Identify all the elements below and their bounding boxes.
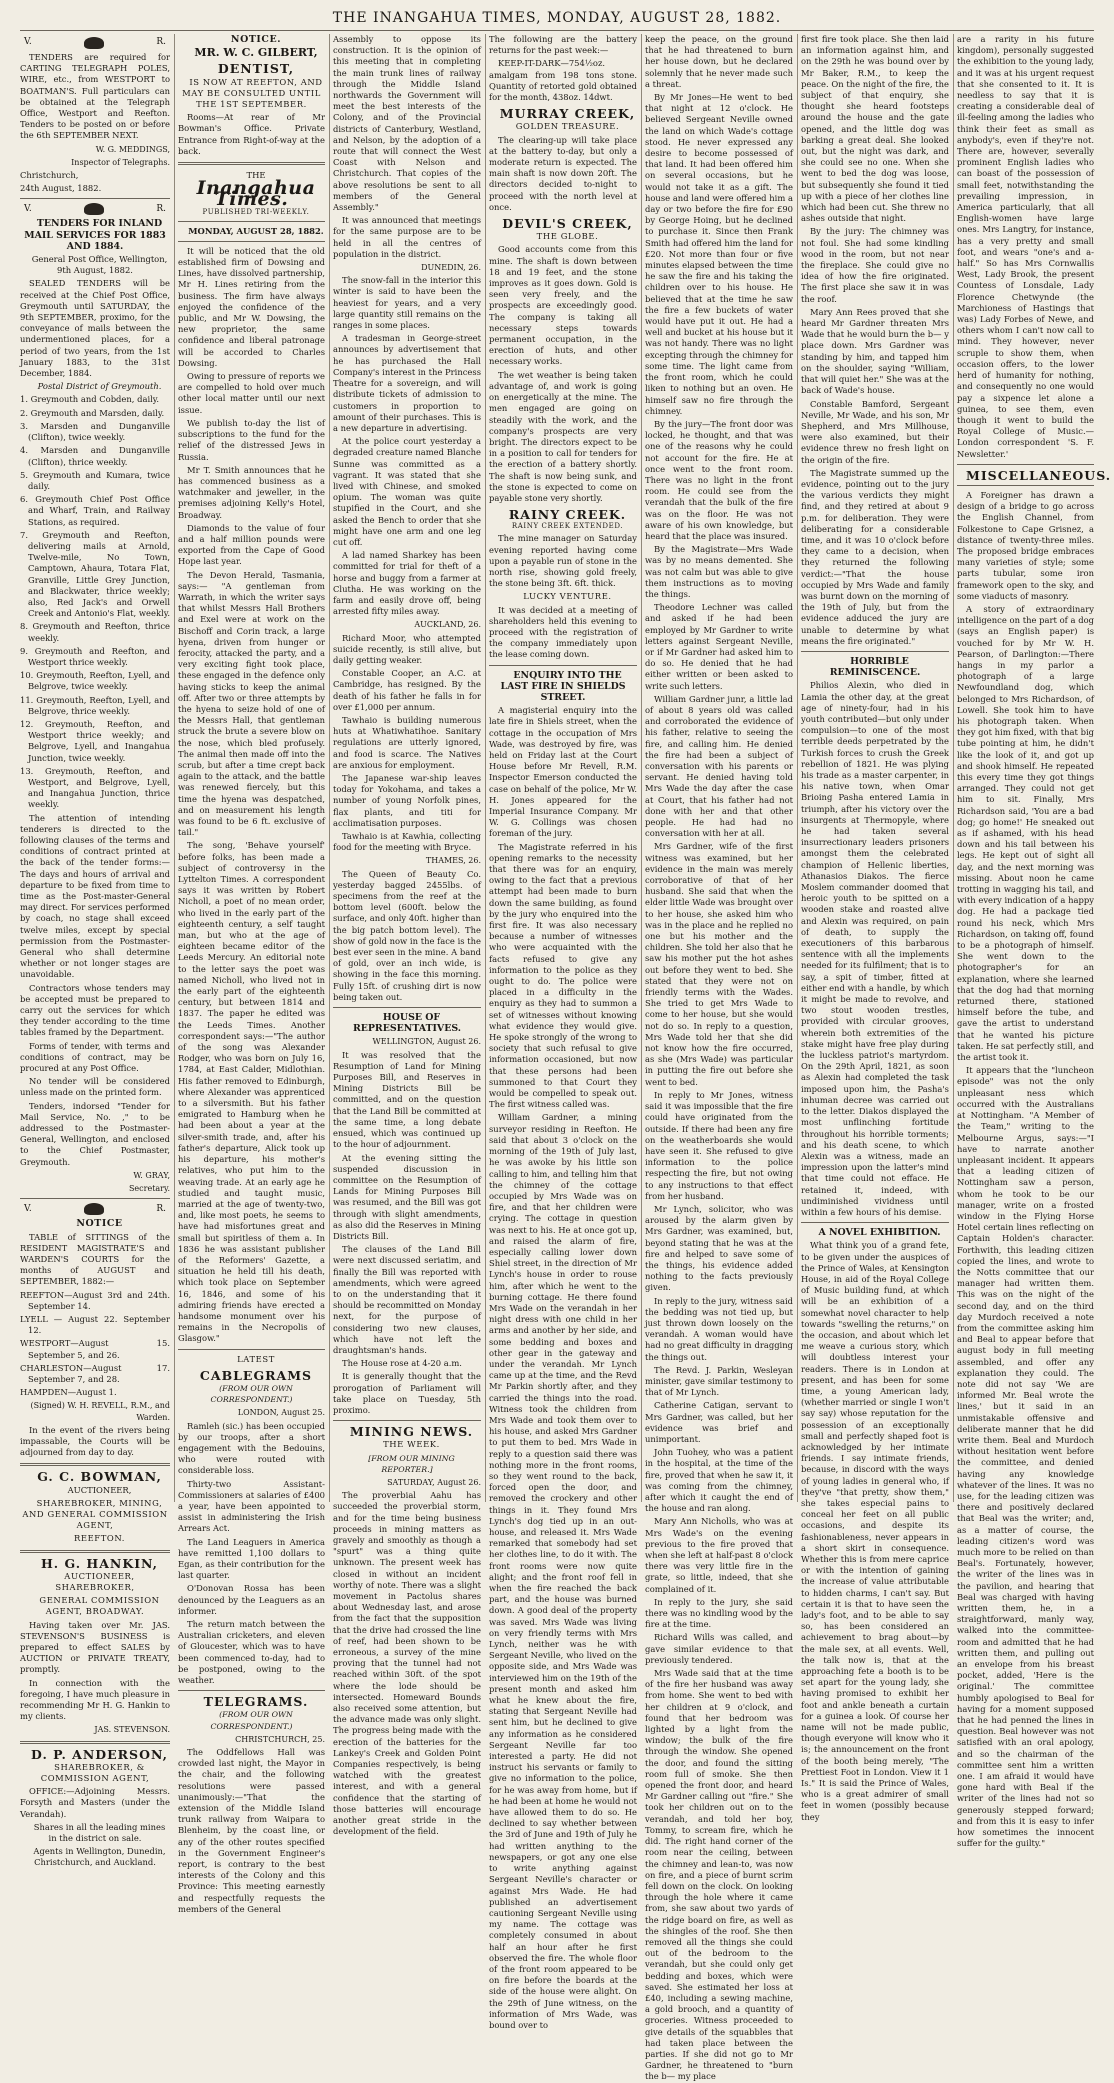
- column-3: Assembly to oppose its construction. It is the opinion of this meeting that in completing the main trunk lines of railway through the Middle Island northwards the Government will meet the best interests of the Colony, and of the Provincial districts of Canterbury, Westland, and Nelson, by the adoption of a route that will connect the West Coast with Nelson and Christchurch. That copies of the above resolutions be sent to all members of the General Assembly." It was announced that meetings for the same purpose are to be held in all the centres of population in the district. DUNEDIN, 26. The snow-fall in the interior this winter is said to have been the heaviest for years, and a very large quantity still remains on the ranges in some places. A tradesman in George-street announces by advertisement that he has purchased the Hall Company's interest in the Princess Theatre for a sovereign, and will distribute tickets of admission to customers in proportion to amount of their purchases. This is a new departure in advertising. At the police court yesterday a degraded creature named Blanche Sunne was committed as a vagrant. It was stated that she lived with Chinese, and smoked opium. The woman was quite stupified in the Court, and she asked the Bench to order that she might have one arm and one leg cut off. A lad named Sharkey has been committed for trial for theft of a horse and buggy from a farmer at Clutha. He was working on the farm and easily drove off, being arrested fifty miles away. AUCKLAND, 26. Richard Moor, who attempted suicide recently, is still alive, but daily getting weaker. Constable Cooper, an A.C. at Cambridge, has resigned. By the death of his father he falls in for over £1,000 per annum. Tawhaio is building numerous huts at Whatiwhatihoe. Sanitary regulations are utterly ignored, and food is scarce. The Natives are anxious for employment. The Japanese war-ship leaves today for Yokohama, and takes a number of young Norfolk pines, flax plants, and titi for acclimatisation purposes. Tawhaio is at Kawhia, collecting food for the meeting with Bryce. THAMES, 26. The Queen of Beauty Co. yesterday bagged 2455lbs. of specimens from the reef at the bottom level (600ft. below the surface, and only 40ft. higher than the big patch bottom level). The show of gold now in the face is the best ever seen in the mine. A band of gold, over an inch wide, is showing in the face this morning. Fully 15ft. of crushing dirt is now being taken out. HOUSE OF REPRESENTATIVES. WELLINGTON, August 26. It was resolved that the Resumption of Land for Mining Purposes Bill, and Reserves in Mining Districts Bill be committed, and on the question that the Land Bill be committed at the same time, a long debate ensued, which was continued up to the hour of adjournment. At the evening sitting the suspended discussion in committee on the Resumption of Lands for Mining Purposes Bill was resumed, and the Bill was got through with slight amendments, as also did the Reserves in Mining Districts Bill. The clauses of the Land Bill were next discussed seriatim, and finally the Bill was reported with amendments, which were agreed to on the understanding that it should be recommitted on Monday next, for the purpose of considering two new clauses, which have not left the draughtsman's hands. The House rose at 4-20 a.m. It is generally thought that the prorogation of Parliament will take place on Tuesday, 5th proximo. MINING NEWS. THE WEEK. [FROM OUR MINING REPORTER.] SATURDAY, August 26. The proverbial Aahu has succeeded the proverbial storm, and for the time being business proceeds in mining matters as gravely and smoothly as though a "spurt" was a thing quite unknown. The present week has closed in without an incident worthy of note. There was a slight movement in Pactolus shares about Wednesday last, and arose from the fact that the supposition that the drive had crossed the line of reef, had been shown to be erroneous, a survey of the mine proving that the tunnel had not reached within 30ft. of the spot where the lode should be intersected. Homeward Bounds also received some attention, but the advance made was only slight. The progress being made with the erection of the batteries for the Lankey's Creek and Golden Point Companies respectively, is being watched with the greatest interest, and with a general confidence that the starting of those batteries will encourage another great stride in the development of the field.: [333, 34, 481, 1837]
- masthead-title: THE INANGAHUA TIMES, MONDAY, AUGUST 28, 1882.: [332, 10, 782, 26]
- rainy-creek-heading: RAINY CREEK.: [508, 507, 627, 523]
- column-rule: [953, 34, 954, 1502]
- house-of-representatives-heading: HOUSE OF REPRESENTATIVES.: [352, 1012, 462, 1035]
- court-sittings-list: REEFTON—August 3rd and 24th. September 14. LYELL — August 22. September 12. WESTPORT—August 15. September 5, and 26. CHARLESTON—August 17. September 7, and 28. HAMPDEN—August 1.: [20, 1289, 170, 1398]
- paper-nameplate: Inangahua Times.: [196, 177, 316, 211]
- hankin-ad-heading: H. G. HANKIN,: [40, 1555, 159, 1571]
- column-rule: [174, 34, 175, 1502]
- column-rule: [797, 34, 798, 1502]
- column-rule: [329, 34, 330, 1502]
- royal-crest: V. R.: [24, 37, 166, 48]
- column-4: The following are the battery returns for the past week:— KEEP-IT-DARK—754½oz. amalgam from 198 tons stone. Quantity of retorted gold obtained for the month, 438oz. 14dwt. MURRAY CREEK, GOLDEN TREASURE. The clearing-up will take place at the battery to-day, but only a moderate return is expected. The main shaft is now down 20ft. The directors decided to-night to proceed with the north level at once. DEVIL'S CREEK, THE GLOBE. Good accounts come from this mine. The shaft is down between 18 and 19 feet, and the stone improves as it goes down. Gold is seen very freely, and the prospects are exceedingly good. The company is taking all necessary steps towards permanent occupation, in the erection of huts, and other necessary works. The wet weather is being taken advantage of, and work is going on energetically at the mine. The men engaged are going on steadily with the work, and the company's prospects are very bright. The directors expect to be in a position to call for tenders for the erection of a battery shortly. The shaft is now being sunk, and the stone is expected to come on payable stone very shortly. RAINY CREEK. RAINY CREEK EXTENDED. The mine manager on Saturday evening reported having come upon a payable run of stone in the north rise, showing gold freely, the stone being 3ft. 6ft. thick. LUCKY VENTURE. It was decided at a meeting of shareholders held this evening to proceed with the registration of the company immediately upon the lease coming down. ENQUIRY INTO THE LAST FIRE IN SHIELDS STREET. A magisterial enquiry into the late fire in Shiels street, when the cottage in the occupation of Mrs Wade, was destroyed by fire, was held on Friday last at the Court House before Mr Revell, R.M. Inspector Emerson conducted the case on behalf of the police, Mr W. H. Jones appeared for the Imperial Insurance Company. Mr W. G. Collings was chosen foreman of the jury. The Magistrate referred in his opening remarks to the necessity that there was for an enquiry, owing to the fact that a previous attempt had been made to burn down the same building, as found by the jury who enquired into the first fire. It was also necessary because a number of witnesses who were acquainted with the facts refused to give any information to the police as they ought to do. The police were placed in a difficulty in the enquiry as they had to summon a set of witnesses without knowing what evidence they would give. He spoke strongly of the wrong to society that such refusal to give information occasioned, but now that these persons had been summoned to that Court they would be compelled to speak out. The first witness called was. William Gardner, a mining surveyor residing in Reefton. He said that about 3 o'clock on the morning of the 19th of July last, he was awoke by his little son calling to him, and telling him that the chimney of the cottage occupied by Mrs Wade was on fire, and that her children were crying. The cottage in question was next to his. He at once got up, and raised the alarm of fire, especially calling lower down Shiel street, in the direction of Mr Lynch's house in order to rouse him, after which he went to the burning cottage. He there found Mrs Wade on the verandah in her night dress with one child in her arms and another by her side, and some bedding and boxes and other gear in the gateway and under the verandah. Mr Lynch came up at the time, and the Revd Mr Parkin shortly after, and they carried the things into the road. Witness took the children from Mrs Wade and took them over to his house, and asked Mrs Gardner to put them to bed. Mrs Wade in reply to a question said there was nothing more in the front rooms, so they went round to the back, forced open the door, and removed the crockery and other things in it. They found Mrs Lynch's dog tied up in an out-house, and released it. Mrs Wade remarked that somebody had set her clothes line, to do it with. The front rooms were now quite alight; and the front roof fell in when the fire reached the back part, and the house was burned down. A good deal of the property was saved. Mrs Wade was living on very friendly terms with Mrs Lynch, neither was he with Sergeant Neville, who lived on the opposite side, and Mrs Wade was interviewed him on the 19th of the present month and asked him what he knew about the fire, stating that Sergeant Neville had sent him, but he declined to give any information as he considered Sergeant Neville far too interested a party. He did not instruct his servants or family to give no information to the police, for he was away from home, but if he had been at home he would not have allowed them to do so. He declined to say whether between the 3rd of June and 19th of July he had written anything to the newspapers, or got any one else to write anything against Sergeant Neville's character or against Mrs Wade. He had published an advertisement cautioning Sergeant Neville using my name. The cottage was completely consumed in about half an hour after he first observed the fire. The whole floor of the front room appeared to be on fire before the boards at the side of the house were alight. On the 29th of June witness, on the information of Mrs Wade, was bound over to: [489, 34, 637, 2030]
- issue-dateline: MONDAY, AUGUST 28, 1882.: [188, 225, 324, 236]
- telegrams-heading: TELEGRAMS.: [203, 1694, 309, 1710]
- crown-icon: [84, 37, 104, 49]
- novel-exhibition-heading: A NOVEL EXHIBITION.: [818, 1227, 941, 1239]
- cablegrams-heading: CABLEGRAMS: [199, 1367, 313, 1383]
- column-rule: [641, 34, 642, 1502]
- mining-news-heading: MINING NEWS.: [349, 1424, 474, 1440]
- bowman-ad-heading: G. C. BOWMAN,: [37, 1469, 162, 1485]
- notice-heading: NOTICE.: [230, 34, 282, 45]
- tender-notice: TENDERS are required for CARTING TELEGRAPH POLES, WIRE, etc., from WESTPORT to BOATMAN'S. Full particulars can be obtained at the Telegraph Office, Westport and Reefton. Tenders to be posted on or before the 6th SEPTEMBER NEXT.: [20, 52, 170, 141]
- column-6: first fire took place. She then laid an information against him, and on the 29th he was bound over by Mr Baker, R.M., to keep the peace. On the night of the fire, the subject of that enquiry, she thought she heard footsteps around the house and the gate opened, and the little dog was barking a great deal. She looked out, but the night was dark, and she could see no one. When she went to bed the dog was loose, but subsequently she found it tied up with a piece of her clothes line which had been cut. She threw no ashes outside that night. By the jury: The chimney was not foul. She had some kindling wood in the room, but not near the fireplace. She could give no idea of how the fire originated. The first place she saw it in was the roof. Mary Ann Rees proved that she heard Mr Gardner threaten Mrs Wade that he would burn the b— y place down. Mrs Gardner was standing by him, and tapped him on the shoulder, saying "William, that will quiet her." She was at the back of Wade's house. Constable Bamford, Sergeant Neville, Mr Wade, and his son, Mr Shepherd, and Mrs Millhouse, were also examined, but their evidence threw no fresh light on the origin of the fire. The Magistrate summed up the evidence, pointing out to the jury the various verdicts they might find, and they retired at about 9 p.m. for deliberation. They were deliberating for a considerable time, and it was 10 o'clock before they came to a decision, when they returned the following verdict:—"That the house occupied by Mrs Wade and family was burnt down on the morning of the 19th of July, but from the evidence adduced the jury are unable to determine by what means the fire originated." HORRIBLE REMINISCENCE. Philios Alexin, who died in Lamia the other day, at the great age of ninety-four, had in his youth contributed—but only under compulsion—to one of the most terrible deeds perpetrated by the Turkish forces to crush the Greek rebellion of 1821. He was plying his trade as a master carpenter, in his native town, when Omar Brioing Pasha entered Lamia in triumph, after his victory over the insurgents at Thermopyle, where he had taken several insurrectionary leaders prisoners amongst them the celebrated champion of Hellenic liberties, Athanasios Diakos. The fierce Moslem commander doomed that heroic youth to be spitted on a wooden stake and roasted alive and Alexin was required, on pain of death, to supply the executioners of this barbarous sentence with all the implements needed for its fulfilment; that is to say, a spit of timber, fitted at either end with a handle, by which it might be made to revolve, and two stout wooden trestles, provided with circular grooves, wherein both extremities of the stake might have free play during the luckless patriot's martyrdom. On the 29th April, 1821, as soon as Alexin had completed the task imposed upon him, the Pasha's inhuman decree was carried out to the letter. Diakos displayed the most unflinching fortitude throughout his horrible torments; and his death scene, to which Alexin was a witness, made an impression upon the latter's mind that time could not efface. He retained it, indeed, with undiminished vividness until within a few hours of his demise. A NOVEL EXHIBITION. What think you of a grand fete, to be given under the auspices of the Prince of Wales, at Kensington House, in aid of the Royal College of Music building fund, at which will be an exhibition of a somewhat novel character to help towards "swelling the returns," on the occasion, and about which let me weave a curious story, which will doubtless interest your readers. There is in London at present, and has been for some time, a young American lady, (whether married or single I won't say say) whose reputation for the possession of an exceptionally small and perfectly shaped foot is acknowledged by her intimate friends. I say intimate friends, because, in discord with the ways of young ladies in general who, if they've "that pretty, show them," she takes especial pains to conceal her feet on all public occasions, and despite its fashionableness, never appears in a short skirt in consequence. Whether this is from mere caprice or with the intention of gaining the increase of value attributable to hidden charms, I can't say. But certain it is that to have seen the lady's foot, and to be able to say so, has been considered an achievement to brag about—by the male sex, at all events. Well, the talk now is, that at the approaching fete a booth is to be set apart for the young lady, she having promised to exhibit her foot and ankle beneath a curtain for a guinea a look. Of course her name will not be made public, though everyone will know who it is; the announcement on the front of the booth being merely, "The Prettiest Foot in London. View it 1 Is." It is said the Prince of Wales, who is a great admirer of small feet in women (possibly because they: [801, 34, 949, 1822]
- fire-enquiry-heading: ENQUIRY INTO THE LAST FIRE IN SHIELDS STREET.: [500, 669, 626, 703]
- devils-creek-heading: DEVIL'S CREEK,: [502, 216, 633, 232]
- royal-crest: V. R.: [24, 1203, 166, 1214]
- gilbert-ad-heading: MR. W. C. GILBERT,: [194, 46, 318, 60]
- horrible-reminiscence-heading: HORRIBLE REMINISCENCE.: [829, 655, 921, 679]
- column-2: NOTICE. MR. W. C. GILBERT, DENTIST, IS NOW AT REEFTON, AND MAY BE CONSULTED UNTIL THE 1ST SEPTEMBER. Rooms—At rear of Mr Bowman's Office. Private Entrance from Right-of-way at the back. THE Inangahua Times. PUBLISHED TRI-WEEKLY. MONDAY, AUGUST 28, 1882. It will be noticed that the old established firm of Dowsing and Lines, have dissolved partnership, Mr H. Lines retiring from the business. The firm have always enjoyed the confidence of the public, and Mr W. Dowsing, the new proprietor, the same confidence and liberal patronage will be accorded to Charles Dowsing. Owing to pressure of reports we are compelled to hold over much other local matter until our next issue. We publish to-day the list of subscriptions to the fund for the relief of the distressed Jews in Russia. Mr T. Smith announces that he has commenced business as a watchmaker and jeweller, in the premises adjoining Kelly's Hotel, Broadway. Diamonds to the value of four and a half million pounds were exported from the Cape of Good Hope last year. The Devon Herald, Tasmania, says:— "A gentleman from Warrath, in which the writer says that whilst Messrs Hall Brothers and Exel were at work on the Bischoff and Corin track, a large hyena, driven from hunger or ferocity, attacked the party, and a very exciting fight took place, these engaged in the defence only having sticks to keep the animal off. After two or three attempts by the hyena to seize hold of one of the Messrs Hall, that gentleman struck the brute a severe blow on the nose, which bled profusely. The animal then made off into the scrub, but after a time crept back again to the attack, and the battle was renewed fiercely, but this time the hyena was despatched, and on measurement his length was found to be 6 ft. exclusive of tail." The song, 'Behave yourself' before folks, has been made a subject of controversy in the Lyttelton Times. A correspondent says it was written by Robert Nicholl, a poet of no mean order, who lived in the early part of the eighteenth century, a self taught man, but who at the age of eighteen became editor of the Leeds Mercury. An editorial note to the letter says the poet was named Nicholl, who lived not in the early part of the eighteenth century, but between 1814 and 1837. The paper he edited was the Leeds Times. Another correspondent says:—"The author of the song was Alexander Rodger, who was born on July 16, 1784, at East Calder, Midlothian. His father removed to Edinburgh, where Alexander was apprenticed to a silversmith. But his father emigrated to Hamburg when he had been about a year at the silver-smith trade, and, after his father's departure, Alick took up his departure, his mother's relatives, who put him to the weaving trade. At an early age he studied and taught music, married at the age of twenty-two, and, like most poets, he seems to have had misfortunes great and small but spiritless of them a. In 1836 he was assistant publisher of the Reformers' Gazette, a situation he held till his death, which took place on September 16, 1846, and some of his admiring friends have erected a handsome monument over his remains in the Necropolis of Glasgow." LATEST CABLEGRAMS (FROM OUR OWN CORRESPONDENT.) LONDON, August 25. Ramleh (sic.) has been occupied by our troops, after a short engagement with the Bedouins, who were routed with considerable loss. Thirty-two Assistant-Commissioners at salaries of £400 a year, have been appointed to assist in administering the Irish Arrears Act. The Land Leaguers in America have remitted 1,100 dollars to Egan, as their contribution for the last quarter. O'Donovan Rossa has been denounced by the Leaguers as an informer. The return match between the Australian cricketers, and eleven of Gloucester, which was to have been commenced to-day, had to be postponed, owing to the weather. TELEGRAMS. (FROM OUR OWN CORRESPONDENT.) CHRISTCHURCH, 25. The Oddfellows Hall was crowded last night, the Mayor in the chair, and the following resolutions were passed unanimously:—"That the extension of the Middle Island trunk railway from Waipara to Blenheim, by the coast line, or any of the other routes specified in the Government Engineer's report, is contrary to the best interests of the Colony and this Province: This meeting earnestly and respectfully requests the members of the General: [178, 34, 325, 1914]
- royal-crest: V. R.: [24, 203, 166, 214]
- column-rule: [485, 34, 486, 1502]
- crown-icon: [84, 1203, 104, 1215]
- column-5: keep the peace, on the ground that he had threatened to burn her house down, but he declared solemnly that he never made such a threat. By Mr Jones—He went to bed that night at 12 o'clock. He believed Sergeant Neville owned the land on which Wade's cottage stood. He never expressed any desire to become possessed of that land. It had been offered him on several occasions, but he would not take it as a gift. The house and land were offered him a day or two before the fire for £90 by George Hoing, but he declined to purchase it. Since then Frank Smith had offered him the land for £20. Not more than four or five minutes elapsed between the time he saw the fire and his taking the children over to his house. He believed that at the time he saw the fire a few buckets of water would have put it out. He had a well and bucket at his house but it was not handy. There was no light excepting through the chimney for some time. The light came from the front room, which he could liken to nothing but an oven. He himself saw no fire through the chimney. By the jury—The front door was locked, he thought, and that was one of the reasons why he could not account for the fire. He at once went to the front room. There was no light in the front room. He could see from the verandah that the bulk of the fire was on the floor. He was not aware of his own knowledge, but heard that the place was insured. By the Magistrate—Mrs Wade was by no means demented. She was not calm but was able to give them instructions as to moving the things. Theodore Lechner was called and asked if he had been employed by Mr Gardner to write letters against Sergeant Neville, or if Mr Gardner had asked him to do so. He denied that he had either written or been asked to write such letters. William Gardner junr, a little lad of about 8 years old was called and corroborated the evidence of his father, relative to seeing the fire, and calling him. He denied the fire had been a subject of conversation with his parents or servant. He denied having told Mrs Wade the day after the case at Court, that his father had not done with her and that other people. He had had no conversation with her at all. Mrs Gardner, wife of the first witness was examined, but her evidence in the main was merely corroborative of that of her husband. She said that when the elder little Wade was brought over to her house, she asked him who was in the place and he replied no one but his mother and the children. She told her also that he saw his mother put the hot ashes out before they went to bed. She stated that they were not on friendly terms with the Wades. She tried to get Mrs Wade to come to her house, but she would not do so. In reply to a question, Mrs Wade told her that she did not know how the fire occurred, as she (Mrs Wade) was particular in putting the fire out before she went to bed. In reply to Mr Jones, witness said it was impossible that the fire could have originated from the outside. If there had been any fire on the weatherboards she would have seen it. She refused to give information to the police respecting the fire, but not owing to any instructions to that effect from her husband. Mr Lynch, solicitor, who was aroused by the alarm given by Mrs Gardner, was examined, but, beyond stating that he was at the fire and helped to save some of the things, his evidence added nothing to the facts previously given. In reply to the jury, witness said the bedding was not tied up, but just thrown down loosely on the verandah. A woman would have had no great difficulty in dragging the things out. The Revd. J. Parkin, Wesleyan minister, gave similar testimony to that of Mr Lynch. Catherine Catigan, servant to Mrs Gardner, was called, but her evidence was brief and unimportant. John Tuohey, who was a patient in the hospital, at the time of the fire, proved that when he saw it, it was coming from the chimney, after which it caught the end of the house and ran along. Mary Ann Nicholls, who was at Mrs Wade's on the evening previous to the fire proved that when she left at half-past 8 o'clock there was very little fire in the grate, so little, indeed, that she complained of it. In reply to the jury, she said there was no kindling wood by the fire at the time. Richard Wills was called, and gave similar evidence to that previously tendered. Mrs Wade said that at the time of the fire her husband was away from home. She went to bed with her children at 9 o'clock, and found that her bedroom was lighted by a light from the window; the bulk of the fire through the window. She opened the door, and found the sitting room full of smoke. She then opened the front door, and heard Mr Gardner calling out "fire." She took her children out on to the verandah, and told her boy, Tommy, to scream fire, which he did. The right hand corner of the room near the ceiling, between the chimney and lean-to, was now on fire, and a piece of burnt scrim fell down on the clock. On looking through the hole where it came from, she saw about two yards of the ridge board on fire, as well as the shingles of the roof. She then removed all the things she could out of the bedroom to the verandah, but she could only get bedding and boxes, which were saved. She estimated her loss at £40, including a sewing machine, a gold brooch, and a quantity of groceries. Witness proceeded to give details of the squabbles that had taken place between the parties. If she did not go to Mr Gardner, he threatened to "burn the b— my place: [645, 34, 793, 2082]
- mail-tender-heading: TENDERS FOR INLAND MAIL SERVICES FOR 1883 AND 1884.: [24, 218, 166, 252]
- column-7: are a rarity in his future kingdom), personally suggested the exhibition to the young lady, and it was at his urgent request that she consented to it. It is needless to say that it is creating a considerable deal of ill-feeling among the ladies who think their feet as small as anybody's, even if they're not. There are, however, severally prominent English ladies who can boast of the possession of small feet, notwithstanding the prevailing impression, in America particularly, that all English-women have large ones. Mrs Langtry, for instance, has a very pretty and small foot, and wears "one's and a-half." So has Mrs Cornwallis West, Lady Brook, the present Countess of Lonsdale, Lady Florence Chetwynde (the Marchioness of Hastings that was) Lady Forbes of Newe, and others whom I can't now call to mind. They however, never scruple to show them, when occasion offers, to the lower herd of humanity for nothing, and consequently no one would pay a sixpence let alone a guinea, to see them, even though it went to build the Royal College of Music.—London correspondent 'S. F. Newsletter.' MISCELLANEOUS. A Foreigner has drawn a design of a bridge to go across the English Channel, from Folkestone to Cape Grisnez, a distance of twenty-three miles. The proposed bridge embraces many varieties of style; some parts tubular, some iron framework open to the sky, and some viaducts of masonry. A story of extraordinary intelligence on the part of a dog (says an English paper) is vouched for by Mr W. H. Pearson, of Darlington:—There hangs in my parlor a photograph of a large Newfoundland dog, which belonged to Mrs Richardson, of Lowell. She took him to have his photograph taken. When they got him fixed, with that big tube pointing at him, he didn't like the look of it, and got up and shook himself. He repeated this every time they got things arranged. They could not get him to sit. Finally, Mrs Richardson said, 'You are a bad dog; go home!' He sneaked out as if ashamed, with his head down and his tail between his legs. He kept out of sight all day, and the next morning was missing. About noon he came trotting in wagging his tail, and with every indication of a happy dog. He had a package tied round his neck, which Mrs Richardson, on taking off, found to be a photograph of himself. She went down to the photographer's for an explanation, where she learned that the dog had that morning returned there, stationed himself before the tube, and gave the artist to understand that he wanted his picture taken. He sat perfectly still, and the artist took it. It appears that the "luncheon episode" was not the only unpleasant ness which occurred with the Australians at Nottingham. "A Member of the Team," writing to the Melbourne Argus, says:—"I have to narrate another unpleasant incident. It appears that a leading citizen of Nottingham saw a person, whom he took to be our manager, write on a frosted window in the Flying Horse Hotel certain lines reflecting on Captain Holden's character. Forthwith, this leading citizen copied the lines, and wrote to the Notts committee that our manager had written them. This was on the night of the second day, and on the third day Murdoch received a note from the committee asking him and Beal to appear before that august body in full meeting assembled, and offer any explanation they could. The note did not say 'We are informed Mr. Beal wrote the lines,' but it said in an unmistakable offensive and deliberate manner that he did write them. Beal and Murdoch without hesitation went before the committee, and denied having any knowledge whatever of the lines. It was no use, for the leading citizen was there and positively declared that Beal was the writer; and, as a matter of course, the leading citizen's word was much more to be relied on than Beal's. Fortunately, however, the writer of the lines was in the pavilion, and hearing that Beal was charged with having written them, he, in a straightforward, manly way, walked into the committee-room and admitted that he had written them, and pulling out an envelope from his breast pocket, added, 'Here is the original.' The committee humbly apologised to Beal for having for a moment supposed that he had penned the lines in question. Beal however was not satisfied with an oral apology, and so the chairman of the committee sent him a written one. I am afraid it would have gone hard with Beal if the writer of the lines had not so generously stepped forward; and from this it is easy to infer how sometimes the innocent suffer for the guilty.": [957, 34, 1112, 1849]
- murray-creek-heading: MURRAY CREEK,: [499, 106, 636, 122]
- notice-heading: NOTICE: [76, 1218, 123, 1230]
- mail-route-list: 1. Greymouth and Cobden, daily. 2. Greymouth and Marsden, daily. 3. Marsden and Dunganville (Clifton), twice weekly. 4. Marsden and Dunganville (Clifton), thrice weekly. 5. Greymouth and Kumara, twice daily. 6. Greymouth Chief Post Office and Wharf, Train, and Railway Stations, as required. 7. Greymouth and Reefton, delivering mails at Arnold, Twelve-mile, No Town, Camptown, Ahaura, Totara Flat, Granville, Little Grey Junction, and Blackwater, thrice weekly; also, Red Jack's and Orwell Creek and Antonio's Flat, weekly. 8. Greymouth and Reefton, thrice weekly. 9. Greymouth and Reefton, and Westport thrice weekly. 10. Greymouth, Reefton, Lyell, and Belgrove, twice weekly. 11. Greymouth, Reefton, Lyell, and Belgrove, thrice weekly. 12. Greymouth, Reefton, and Westport thrice weekly; and Belgrove, Lyell, and Inangahua Junction, twice weekly. 13. Greymouth, Reefton, and Westport, and Belgrove, Lyell, and Inangahua Junction, thrice weekly.: [20, 394, 170, 810]
- miscellaneous-heading: MISCELLANEOUS.: [966, 467, 1112, 483]
- masthead: [20, 6, 1094, 31]
- column-1: V. R. TENDERS are required for CARTING TELEGRAPH POLES, WIRE, etc., from WESTPORT to BOATMAN'S. Full particulars can be obtained at the Telegraph Office, Westport and Reefton. Tenders to be posted on or before the 6th SEPTEMBER NEXT. W. G. MEDDINGS, Inspector of Telegraphs. Christchurch, 24th August, 1882. V. R. TENDERS FOR INLAND MAIL SERVICES FOR 1883 AND 1884. General Post Office, Wellington, 9th August, 1882. SEALED TENDERS will be received at the Chief Post Office, Greymouth until SATURDAY, the 9th SEPTEMBER, proximo, for the conveyance of mails between the undermentioned places, for a period of two years, from the 1st January 1883, to the 31st December, 1884. Postal District of Greymouth. 1. Greymouth and Cobden, daily. 2. Greymouth and Marsden, daily. 3. Marsden and Dunganville (Clifton), twice weekly. 4. Marsden and Dunganville (Clifton), thrice weekly. 5. Greymouth and Kumara, twice daily. 6. Greymouth Chief Post Office and Wharf, Train, and Railway Stations, as required. 7. Greymouth and Reefton, delivering mails at Arnold, Twelve-mile, No Town, Camptown, Ahaura, Totara Flat, Granville, Little Grey Junction, and Blackwater, thrice weekly; also, Red Jack's and Orwell Creek and Antonio's Flat, weekly. 8. Greymouth and Reefton, thrice weekly. 9. Greymouth and Reefton, and Westport thrice weekly. 10. Greymouth, Reefton, Lyell, and Belgrove, twice weekly. 11. Greymouth, Reefton, Lyell, and Belgrove, thrice weekly. 12. Greymouth, Reefton, and Westport thrice weekly; and Belgrove, Lyell, and Inangahua Junction, twice weekly. 13. Greymouth, Reefton, and Westport, and Belgrove, Lyell, and Inangahua Junction, thrice weekly. The attention of intending tenderers is directed to the following clauses of the terms and conditions of contract printed at the back of the tender forms:— The days and hours of arrival and departure to be fixed from time to time as the Post-master-General may direct. For services performed by coach, no stage shall exceed twelve miles, except by special permission from the Postmaster-General who shall determine whether or not longer stages are unavoidable. Contractors whose tenders may be accepted must be prepared to carry out the services for which they tender according to the time tables framed by the Department. Forms of tender, with terms and conditions of contract, may be procured at any Post Office. No tender will be considered unless made on the printed form. Tenders, indorsed "Tender for Mail Service, No. ," to be addressed to the Postmaster-General, Wellington, and enclosed to the Chief Postmaster, Greymouth. W. GRAY, Secretary. V. R. NOTICE TABLE of SITTINGS of the RESIDENT MAGISTRATE'S and WARDEN'S COURTS for the months of AUGUST and SEPTEMBER, 1882:— REEFTON—August 3rd and 24th. September 14. LYELL — August 22. September 12. WESTPORT—August 15. September 5, and 26. CHARLESTON—August 17. September 7, and 28. HAMPDEN—August 1. (Signed) W. H. REVELL, R.M., and Warden. In the event of the rivers being impassable, the Courts will be adjourned from day to day. G. C. BOWMAN, AUCTIONEER, SHAREBROKER, MINING, AND GENERAL COMMISSION AGENT, REEFTON. H. G. HANKIN, AUCTIONEER, SHAREBROKER, GENERAL COMMISSION AGENT, BROADWAY. Having taken over Mr. JAS. STEVENSON'S BUSINESS is prepared to effect SALES by AUCTION or PRIVATE TREATY, promptly. In connection with the foregoing, I have much pleasure in recommending Mr H. G. Hankin to my clients. JAS. STEVENSON. D. P. ANDERSON, SHAREBROKER, & COMMISSION AGENT, OFFICE:—Adjoining Messrs. Forsyth and Masters (under the Verandah). Shares in all the leading mines in the district on sale. Agents in Wellington, Dunedin, Christchurch, and Auckland.: [20, 37, 170, 1868]
- anderson-ad-heading: D. P. ANDERSON,: [31, 1746, 168, 1762]
- crown-icon: [84, 203, 104, 215]
